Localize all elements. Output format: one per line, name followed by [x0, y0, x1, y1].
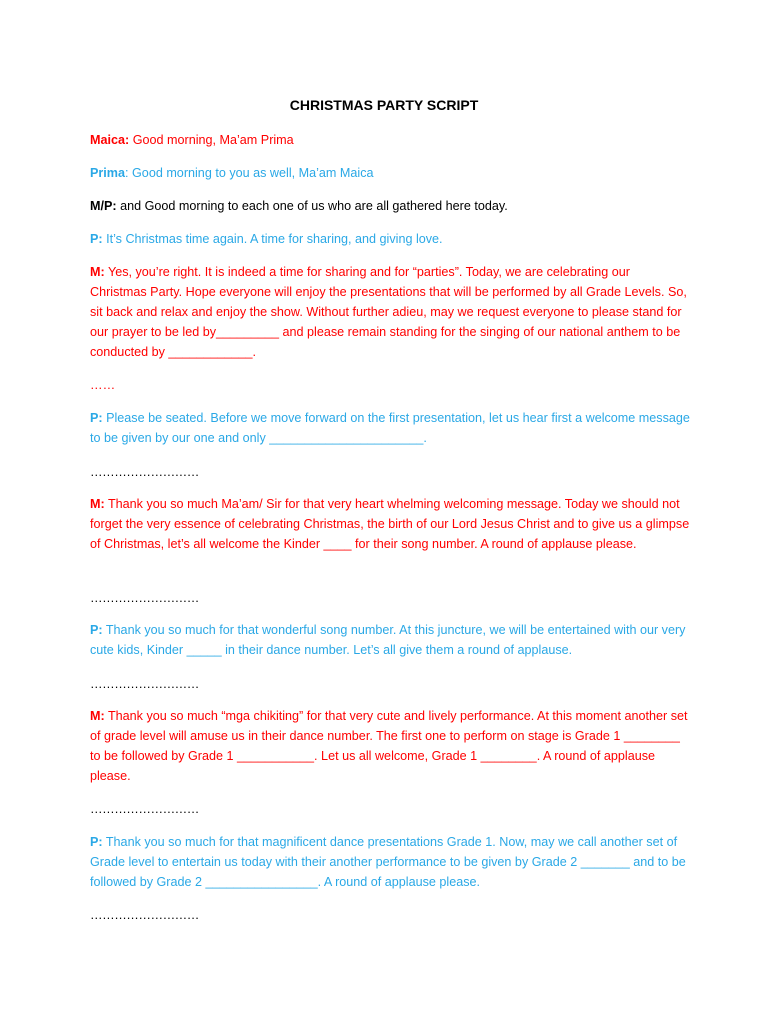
line-prima: [90, 163, 690, 183]
line-text: : Good morning to you as well, Ma’am Maica: [125, 166, 374, 180]
separator: ………………………: [90, 677, 199, 691]
speaker-label: P:: [90, 232, 103, 246]
speaker-label: M:: [90, 265, 105, 279]
speaker-label: P:: [90, 835, 103, 849]
speaker-label: Maica:: [90, 133, 130, 147]
line-p-2: [90, 408, 690, 448]
line-m-3: [90, 706, 690, 786]
line-p-4: [90, 832, 690, 892]
line-text: It’s Christmas time again. A time for sharing, and giving love.: [102, 232, 443, 246]
line-text: Thank you so much for that wonderful song number. At this juncture, we will be entertained with our very cute kids, Kinder _____ in their dance number. Let’s all give them a round of applause.: [90, 623, 686, 657]
line-text: Yes, you’re right. It is indeed a time for sharing and for “parties”. Today, we are celebrating our Christmas Party. Hope everyone will enjoy the presentations that will be performed by all Grade Levels. So, sit back and relax and enjoy the show. Without further adieu, may we request everyone to please stand for our prayer to be led by_________ and please remain standing for the singing of our national anthem to be conducted by ____________.: [90, 265, 687, 359]
separator: ………………………: [90, 802, 199, 816]
line-p-1: [90, 229, 690, 249]
speaker-label: M:: [90, 709, 105, 723]
line-mp: [90, 196, 690, 216]
speaker-label: M/P:: [90, 199, 117, 213]
page-title: CHRISTMAS PARTY SCRIPT: [289, 97, 479, 113]
speaker-label: M:: [90, 497, 105, 511]
line-maica: [90, 130, 690, 150]
line-text: Please be seated. Before we move forward on the first presentation, let us hear first a welcome message to be given by our one and only ______________________.: [90, 411, 690, 445]
line-text: Good morning, Ma’am Prima: [129, 133, 294, 147]
speaker-label: Prima: [90, 166, 126, 180]
line-text: Thank you so much Ma’am/ Sir for that very heart whelming welcoming message. Today we should not forget the very essence of celebrating Christmas, the birth of our Lord Jesus Christ and to give us a glimpse of Christmas, let’s all welcome the Kinder ____ for their song number. A round of applause please.: [90, 497, 690, 551]
speaker-label: P:: [90, 623, 103, 637]
ellipsis-line: ……: [90, 378, 116, 392]
line-p-3: [90, 620, 690, 660]
line-m-1: [90, 262, 690, 362]
line-text: Thank you so much for that magnificent dance presentations Grade 1. Now, may we call another set of Grade level to entertain us today with their another performance to be given by Grade 2 _______ and to be followed by Grade 2 ________________. A round of applause please.: [90, 835, 686, 889]
speaker-label: P:: [90, 411, 103, 425]
line-text: and Good morning to each one of us who are all gathered here today.: [116, 199, 508, 213]
line-m-2: [90, 494, 690, 554]
separator: ………………………: [90, 465, 199, 479]
line-text: Thank you so much “mga chikiting” for that very cute and lively performance. At this moment another set of grade level will amuse us in their dance number. The first one to perform on stage is Grade 1 ________ to be followed by Grade 1 ___________. Let us all welcome, Grade 1 ________. A round of applause please.: [90, 709, 688, 783]
separator: ………………………: [90, 908, 199, 922]
separator: ………………………: [90, 591, 199, 605]
